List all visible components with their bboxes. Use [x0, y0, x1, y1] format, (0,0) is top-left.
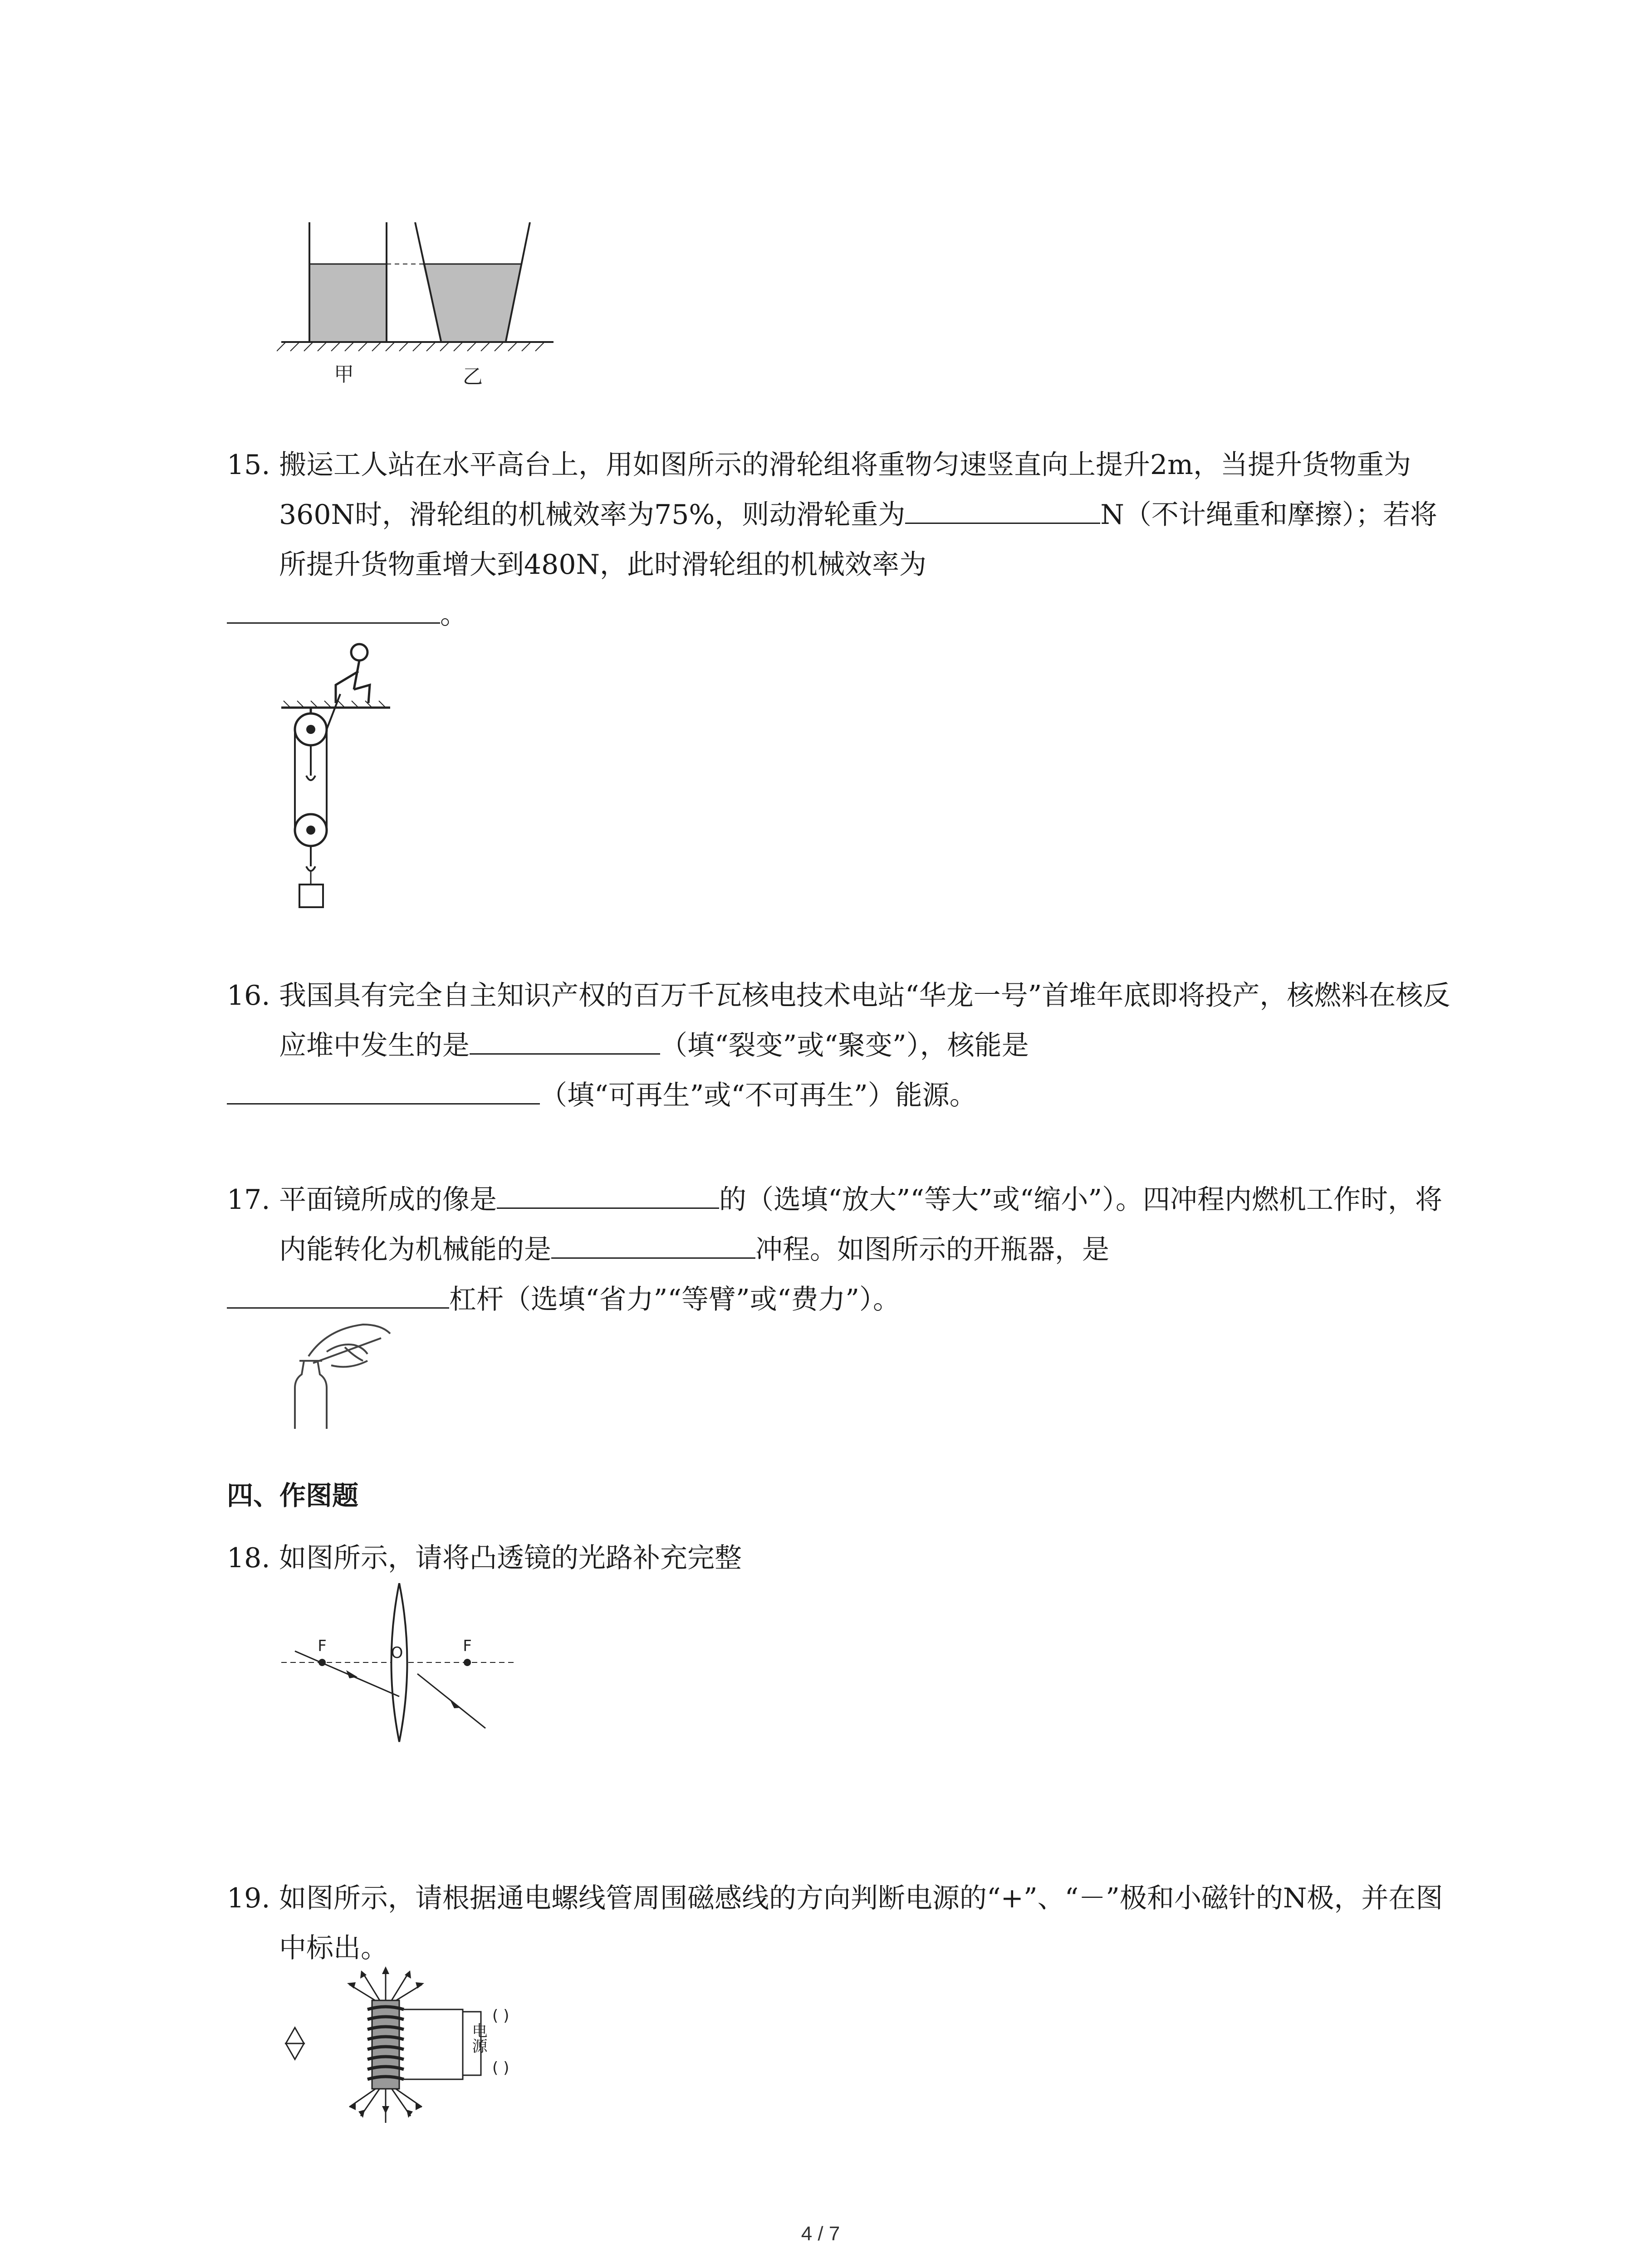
fig19-solenoid	[281, 1964, 554, 2136]
question-16	[227, 971, 1461, 1120]
answer-blank[interactable]	[227, 1279, 449, 1309]
question-19	[227, 1873, 1461, 1973]
question-text: 如图所示，请将凸透镜的光路补充完整	[279, 1542, 742, 1574]
focal-point-right	[464, 1659, 471, 1666]
arrow-icon	[346, 1670, 358, 1678]
question-text: 。	[440, 599, 467, 631]
question-text: （填“可再生”或“不可再生”）能源。	[540, 1080, 977, 1111]
arrow-icon	[450, 1700, 460, 1708]
label-o: O	[391, 1644, 403, 1662]
question-number: 18.	[227, 1542, 270, 1574]
power-label-text: 电源	[456, 2023, 487, 2041]
container-jia-liquid	[309, 264, 387, 341]
question-17	[227, 1175, 1461, 1325]
fig17-bottle-opener	[277, 1320, 404, 1429]
answer-blank[interactable]	[227, 594, 440, 624]
question-text: （填“裂变”或“聚变”），核能是	[660, 1030, 1029, 1061]
answer-blank[interactable]	[551, 1229, 755, 1259]
cargo-box	[299, 885, 323, 907]
question-18	[227, 1533, 1461, 1583]
label-yi: 乙	[463, 365, 483, 388]
question-number: 17.	[227, 1184, 270, 1216]
question-text: 的（选填“放大”“等大”或“缩小”）。四冲程内燃机工作时，将内能转化为机械能的是	[279, 1184, 1443, 1266]
question-text: 我国具有完全自主知识产权的百万千瓦核电技术电站“华龙一号”首堆年底即将投产，核燃料在核反应堆中发生的是	[279, 980, 1450, 1061]
label-jia: 甲	[334, 363, 354, 386]
question-text: 杠杆（选填“省力”“等臂”或“费力”）。	[449, 1284, 901, 1315]
incident-ray	[295, 1651, 399, 1696]
question-text: 平面镜所成的像是	[279, 1184, 497, 1216]
answer-blank[interactable]	[470, 1025, 660, 1055]
bracket-bottom[interactable]: ( )	[492, 2059, 509, 2077]
question-15	[227, 440, 1461, 640]
lens-shape	[392, 1583, 407, 1742]
page-number: 4 / 7	[801, 2223, 840, 2245]
question-number: 16.	[227, 980, 270, 1012]
fig15-pulley-system	[272, 640, 408, 912]
fig18-convex-lens	[281, 1583, 517, 1746]
refracted-ray	[417, 1674, 485, 1728]
question-text: N（不计绳重和摩擦）；若将所提升货物重增大到480N，此时滑轮组的机械效率为	[279, 499, 1437, 581]
answer-blank[interactable]	[497, 1179, 719, 1209]
compass-needle-bottom	[286, 2043, 304, 2059]
answer-blank[interactable]	[227, 1075, 540, 1105]
question-text: 搬运工人站在水平高台上，用如图所示的滑轮组将重物匀速竖直向上提升2m，当提升货物重为360N时，滑轮组的机械效率为75%，则动滑轮重为	[279, 449, 1411, 531]
fig14-containers	[277, 222, 558, 395]
power-source	[463, 2012, 481, 2075]
question-number: 15.	[227, 449, 270, 481]
question-text: 冲程。如图所示的开瓶器，是	[755, 1234, 1109, 1266]
label-f-left: F	[318, 1637, 327, 1655]
question-text: 如图所示，请根据通电螺线管周围磁感线的方向判断电源的“+”、“－”极和小磁针的N极，并在图中标出。	[279, 1882, 1443, 1964]
bracket-top[interactable]: ( )	[492, 2007, 509, 2025]
section-title: 四、作图题	[227, 1480, 359, 1511]
label-f-right: F	[463, 1637, 472, 1655]
compass-needle-top	[286, 2028, 304, 2043]
answer-blank[interactable]	[905, 494, 1100, 524]
question-number: 19.	[227, 1882, 270, 1914]
